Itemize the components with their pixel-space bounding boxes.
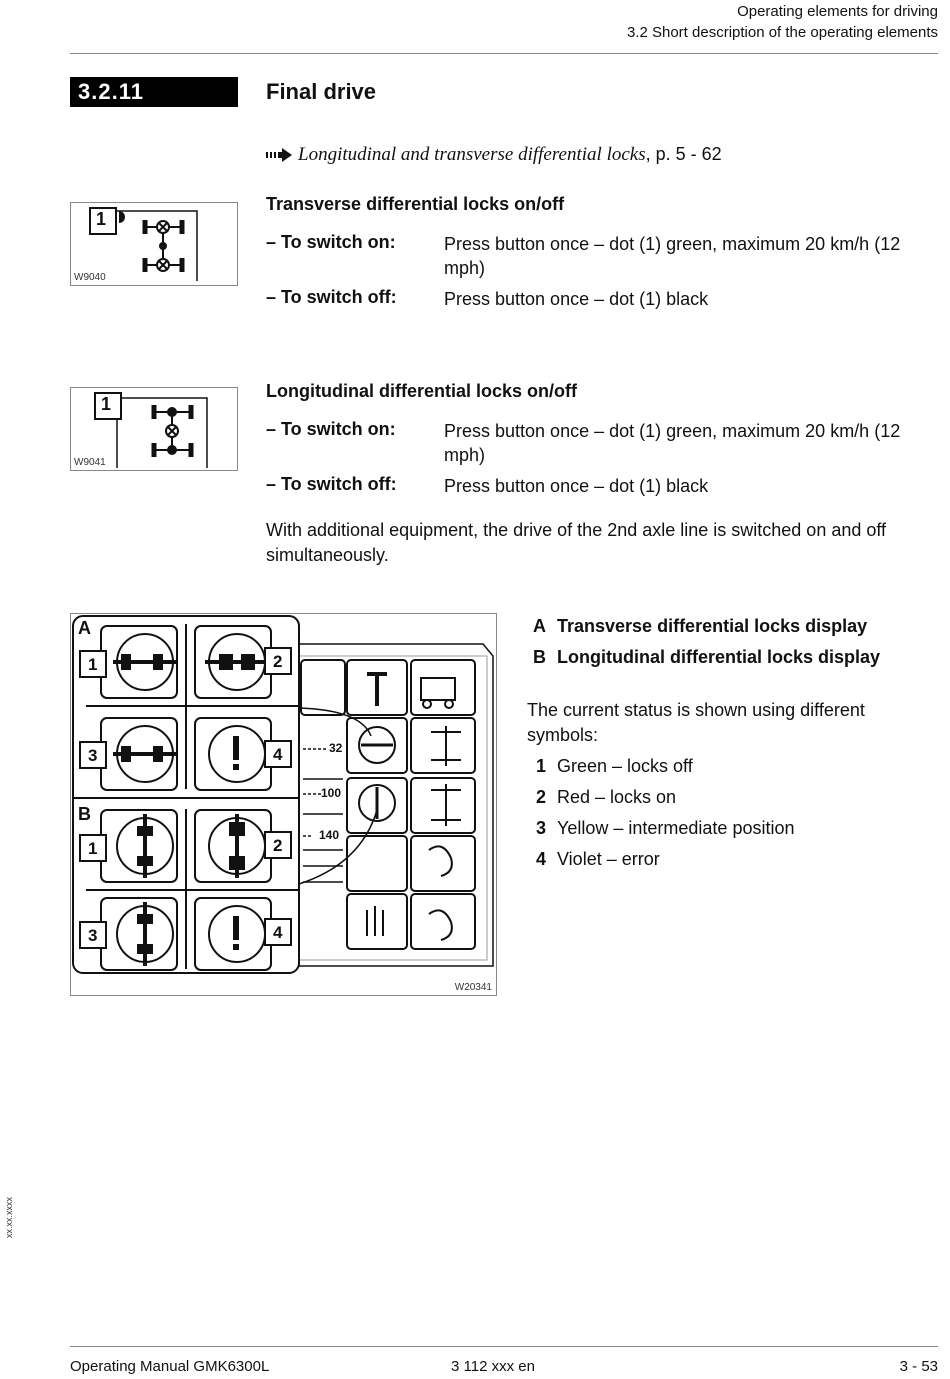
arrow-reference-icon (266, 148, 294, 162)
figure-label-b: B (78, 804, 91, 824)
status-item: 3 Yellow – intermediate position (536, 818, 795, 838)
figure-label-a: A (78, 618, 91, 638)
longitudinal-off-label: – To switch off: (266, 474, 397, 494)
gauge-value-32: 32 (329, 741, 343, 755)
legend-item-b (533, 647, 880, 668)
status-intro: The current status is shown using different symbols: (527, 700, 865, 745)
gauge-value-140: 140 (319, 828, 340, 842)
cell-b4: 4 (273, 923, 283, 942)
transverse-on-label: – To switch on: (266, 232, 396, 252)
section-title: Final drive (266, 79, 377, 104)
header-chapter: Operating elements for driving (737, 3, 938, 20)
status-item: 1 Green – locks off (536, 756, 693, 776)
header-section: 3.2 Short description of the operating elements (626, 24, 938, 41)
status-item: 4 Violet – error (536, 849, 660, 869)
cross-reference-page: , p. 5 - 62 (645, 144, 722, 164)
side-code: xx.xx.xxxx (4, 1196, 14, 1238)
cell-a3: 3 (88, 746, 98, 765)
longitudinal-figure-id: W9041 (74, 457, 106, 468)
cross-reference[interactable] (266, 144, 722, 166)
longitudinal-callout: 1 (101, 394, 112, 414)
display-status-figure (70, 613, 497, 996)
gauge-value-100: 100 (321, 786, 342, 800)
cell-a4: 4 (273, 745, 283, 764)
cell-b2: 2 (273, 836, 283, 855)
display-figure-id: W20341 (454, 982, 492, 993)
longitudinal-off-text: Press button once – dot (1) black (444, 476, 709, 496)
transverse-lock-figure (70, 202, 238, 286)
cell-b3: 3 (88, 926, 98, 945)
cell-b1: 1 (88, 839, 98, 858)
transverse-off-label: – To switch off: (266, 287, 397, 307)
footer-page-number: 3 - 53 (899, 1358, 938, 1375)
transverse-figure-id: W9040 (74, 272, 106, 283)
cell-a1: 1 (88, 655, 98, 674)
additional-equipment-note: With additional equipment, the drive of the 2nd axle line is switched on and off simultaneously. (266, 520, 887, 565)
legend-text: Transverse differential locks display (557, 616, 868, 636)
transverse-off-text: Press button once – dot (1) black (444, 289, 709, 309)
footer-doc-number: 3 112 xxx en (451, 1358, 535, 1375)
transverse-on-text: Press button once – dot (1) green, maximum 20 km/h (12 mph) (444, 234, 901, 278)
cell-a2: 2 (273, 652, 283, 671)
legend-item-a (533, 616, 867, 637)
longitudinal-on-text: Press button once – dot (1) green, maximum 20 km/h (12 mph) (444, 421, 901, 465)
longitudinal-on-label: – To switch on: (266, 419, 396, 439)
legend-key: B (533, 647, 546, 667)
cross-reference-title: Longitudinal and transverse differential locks (298, 144, 646, 165)
status-item: 2 Red – locks on (536, 787, 677, 807)
footer-rule (70, 1346, 938, 1347)
transverse-callout: 1 (96, 209, 107, 229)
longitudinal-lock-figure (70, 387, 238, 471)
differential-display-illustration (71, 614, 496, 995)
legend-text: Longitudinal differential locks display (557, 647, 881, 667)
longitudinal-heading: Longitudinal differential locks on/off (266, 381, 577, 401)
section-number: 3.2.11 (70, 77, 238, 107)
header-rule (70, 53, 938, 54)
footer-manual: Operating Manual GMK6300L (70, 1358, 270, 1375)
transverse-heading: Transverse differential locks on/off (266, 194, 565, 214)
legend-key: A (533, 616, 546, 636)
